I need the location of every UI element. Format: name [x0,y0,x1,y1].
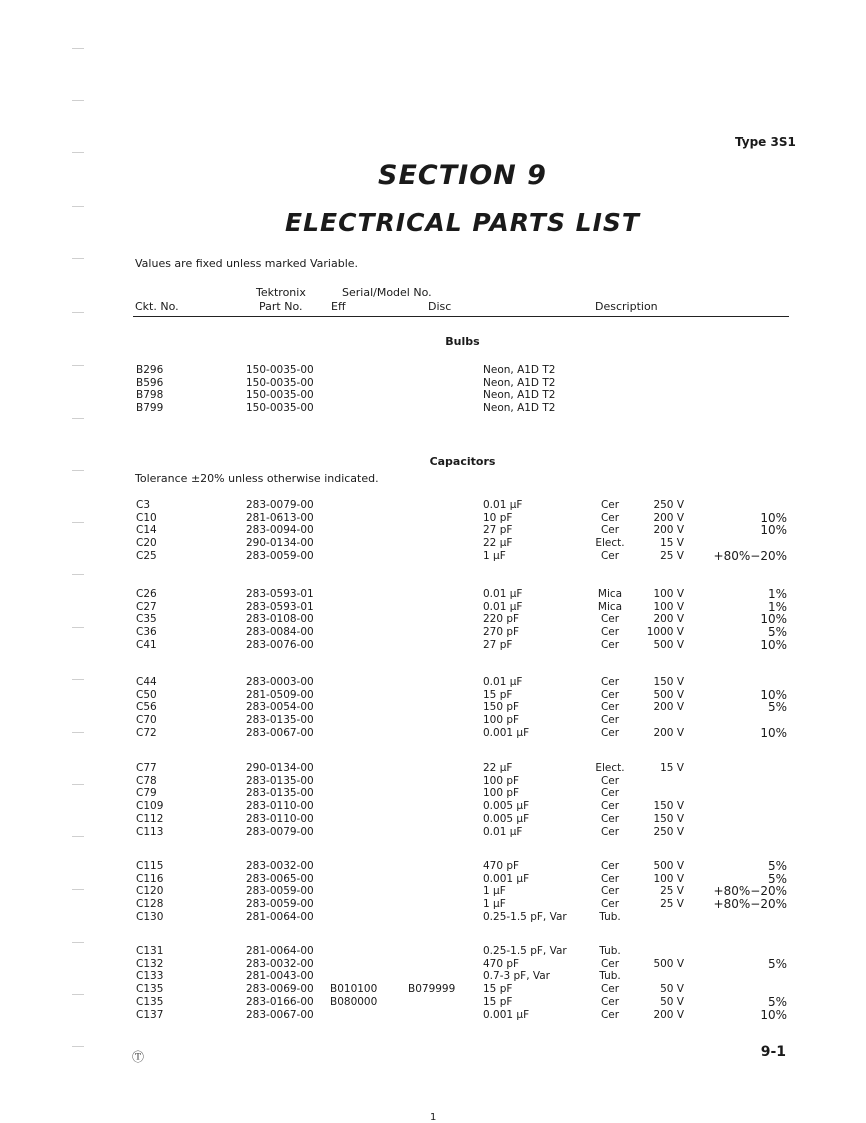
margin-mark [72,152,84,153]
part-type: Cer [600,1008,620,1021]
part-type: Cer [600,957,620,970]
ckt-number: C56 [136,701,157,714]
voltage-rating: 25 V [660,898,684,911]
voltage-rating: 100 V [653,600,684,613]
part-type: Cer [600,676,620,688]
part-value: 0.001 μF [483,726,530,739]
margin-mark [72,732,84,733]
part-value: 0.001 μF [483,1008,530,1021]
part-number: 283-0166-00 [246,995,314,1008]
tolerance-value: 1% [767,599,787,614]
part-number: 281-0064-00 [246,910,314,923]
part-number: 283-0059-00 [246,885,314,898]
tolerance-value: +80%−20% [713,884,787,899]
part-value: 1 μF [483,898,506,911]
tolerance-value: 10% [760,637,787,652]
tolerance-note: Tolerance ±20% unless otherwise indicated. [135,472,379,485]
tolerance-value: +80%−20% [713,548,787,563]
margin-mark [72,1046,84,1047]
voltage-rating: 150 V [653,812,684,825]
instrument-type-label: Type 3S1 [735,135,796,149]
tolerance-value: +80%−20% [713,897,787,912]
part-type: Cer [600,885,620,898]
serial-eff: B080000 [330,995,378,1008]
part-number: 283-0110-00 [246,812,314,825]
part-type: Cer [600,613,620,626]
part-value: 100 pF [483,714,520,727]
part-type: Mica [597,588,623,600]
ckt-number: C133 [136,970,164,983]
part-value: Neon, A1D T2 [483,364,556,376]
part-value: 470 pF [483,957,520,970]
part-value: 0.25-1.5 pF, Var [483,910,567,923]
part-type: Cer [600,825,620,838]
part-number: 283-0593-01 [246,588,314,600]
part-number: 283-0135-00 [246,714,314,727]
part-value: 27 pF [483,638,513,651]
ckt-number: B799 [136,402,164,415]
part-type: Cer [600,688,620,701]
part-type: Cer [600,860,620,872]
part-type: Cer [600,626,620,639]
part-value: 0.001 μF [483,872,530,885]
tolerance-value: 5% [767,859,787,873]
voltage-rating: 200 V [653,1008,684,1021]
part-value: 150 pF [483,701,520,714]
ckt-number: C109 [136,800,164,813]
part-number: 283-0076-00 [246,638,314,651]
ckt-number: B296 [136,364,164,376]
ckt-number: C10 [136,511,157,524]
ckt-number: B798 [136,389,164,402]
ckt-number: C36 [136,626,157,639]
part-number: 283-0059-00 [246,549,314,562]
voltage-rating: 500 V [653,957,684,970]
serial-disc: B079999 [408,983,456,996]
margin-mark [72,574,84,575]
part-type: Tub. [599,970,621,983]
part-value: 100 pF [483,787,520,800]
part-type: Cer [600,898,620,911]
part-type: Cer [600,638,620,651]
part-type: Cer [600,812,620,825]
ckt-number: C116 [136,872,164,885]
part-value: 270 pF [483,626,520,639]
part-type: Cer [600,800,620,813]
voltage-rating: 200 V [653,613,684,626]
voltage-rating: 50 V [660,995,684,1008]
part-number: 290-0134-00 [246,762,314,774]
part-number: 283-0094-00 [246,524,314,537]
tolerance-value: 5% [767,956,787,971]
voltage-rating: 150 V [653,800,684,813]
ckt-number: C135 [136,983,164,996]
tolerance-value: 5% [767,994,787,1009]
tolerance-value: 1% [767,587,787,601]
part-number: 150-0035-00 [246,376,314,389]
values-note: Values are fixed unless marked Variable. [135,257,359,270]
part-value: 22 μF [483,537,513,550]
tolerance-value: 10% [760,510,787,525]
margin-mark [72,470,84,471]
part-type: Cer [600,499,620,511]
part-value: 100 pF [483,774,520,787]
margin-mark [72,258,84,259]
voltage-rating: 15 V [660,762,684,774]
margin-mark [72,679,84,680]
bulbs-heading: Bulbs [445,335,480,348]
voltage-rating: 1000 V [646,626,684,639]
voltage-rating: 100 V [653,872,684,885]
margin-mark [72,48,84,49]
voltage-rating: 25 V [660,549,684,562]
part-number: 283-0032-00 [246,957,314,970]
margin-mark [72,889,84,890]
margin-mark [72,522,84,523]
part-value: 0.01 μF [483,825,523,838]
part-number: 283-0084-00 [246,626,314,639]
margin-mark [72,365,84,366]
voltage-rating: 200 V [653,511,684,524]
tolerance-value: 10% [760,1007,787,1022]
part-type: Tub. [599,945,621,957]
part-value: Neon, A1D T2 [483,376,556,389]
part-number: 290-0134-00 [246,537,314,550]
part-type: Cer [600,714,620,727]
ckt-number: C115 [136,860,164,872]
serial-eff: B010100 [330,983,378,996]
part-type: Cer [600,995,620,1008]
part-value: 470 pF [483,860,520,872]
ckt-number: C41 [136,638,157,651]
voltage-rating: 500 V [653,638,684,651]
part-value: 15 pF [483,983,513,996]
margin-mark [72,836,84,837]
part-number: 281-0509-00 [246,688,314,701]
part-number: 283-0108-00 [246,613,314,626]
ckt-number: C20 [136,537,157,550]
part-number: 150-0035-00 [246,402,314,415]
part-value: 10 pF [483,511,513,524]
part-number: 283-0065-00 [246,872,314,885]
part-number: 150-0035-00 [246,364,314,376]
tolerance-value: 5% [767,625,787,640]
part-value: 0.01 μF [483,588,523,600]
part-number: 283-0003-00 [246,676,314,688]
part-number: 283-0059-00 [246,898,314,911]
voltage-rating: 500 V [653,860,684,872]
part-number: 283-0054-00 [246,701,314,714]
ckt-number: C135 [136,995,164,1008]
part-number: 283-0135-00 [246,774,314,787]
margin-mark [72,627,84,628]
voltage-rating: 500 V [653,688,684,701]
part-number: 283-0079-00 [246,499,314,511]
part-type: Mica [597,600,623,613]
tolerance-value: 10% [760,687,787,702]
margin-mark [72,784,84,785]
margin-mark [72,418,84,419]
part-type: Cer [600,549,620,562]
part-number: 283-0067-00 [246,1008,314,1021]
part-value: 1 μF [483,549,506,562]
part-type: Cer [600,701,620,714]
page-number: 9-1 [760,1044,786,1060]
voltage-rating: 200 V [653,726,684,739]
tolerance-value: 5% [767,700,787,715]
ckt-number: C44 [136,676,157,688]
ckt-number: C130 [136,910,164,923]
column-header-disc: Disc [428,300,452,313]
part-number: 281-0613-00 [246,511,314,524]
voltage-rating: 15 V [660,537,684,550]
part-value: 0.7-3 pF, Var [483,970,551,983]
part-number: 281-0043-00 [246,970,314,983]
voltage-rating: 250 V [653,825,684,838]
part-value: 22 μF [483,762,513,774]
voltage-rating: 200 V [653,701,684,714]
tolerance-value: 10% [760,523,787,538]
part-value: 0.01 μF [483,499,523,511]
column-header-eff: Eff [331,300,346,313]
ckt-number: C132 [136,957,164,970]
part-type: Cer [600,774,620,787]
ckt-number: C14 [136,524,157,537]
column-header-tektronix: Tektronix [256,286,306,299]
ckt-number: C112 [136,812,164,825]
tolerance-value: 5% [767,871,787,886]
column-header-part-no: Part No. [259,300,303,313]
parts-list-title: ELECTRICAL PARTS LIST [285,208,640,237]
part-type: Cer [600,787,620,800]
part-type: Elect. [595,762,625,774]
ckt-number: C26 [136,588,157,600]
ckt-number: C128 [136,898,164,911]
part-number: 283-0110-00 [246,800,314,813]
header-rule [133,316,789,317]
part-type: Cer [600,524,620,537]
part-value: 0.25-1.5 pF, Var [483,945,567,957]
part-type: Cer [600,511,620,524]
part-number: 283-0135-00 [246,787,314,800]
part-value: Neon, A1D T2 [483,389,556,402]
part-value: 15 pF [483,995,513,1008]
part-number: 281-0064-00 [246,945,314,957]
voltage-rating: 100 V [653,588,684,600]
ckt-number: C72 [136,726,157,739]
part-value: 15 pF [483,688,513,701]
ckt-number: C27 [136,600,157,613]
margin-mark [72,312,84,313]
part-value: 0.01 μF [483,600,523,613]
part-number: 283-0032-00 [246,860,314,872]
ckt-number: C35 [136,613,157,626]
voltage-rating: 50 V [660,983,684,996]
ckt-number: C78 [136,774,157,787]
part-value: Neon, A1D T2 [483,402,556,415]
ckt-number: B596 [136,376,164,389]
part-value: 220 pF [483,613,520,626]
margin-mark [72,206,84,207]
voltage-rating: 150 V [653,676,684,688]
tolerance-value: 10% [760,725,787,740]
margin-mark [72,100,84,101]
part-number: 283-0069-00 [246,983,314,996]
ckt-number: C137 [136,1008,164,1021]
tektronix-logo-icon: Ⓣ [132,1050,145,1064]
part-value: 27 pF [483,524,513,537]
part-number: 283-0593-01 [246,600,314,613]
ckt-number: C131 [136,945,164,957]
ckt-number: C79 [136,787,157,800]
tolerance-value: 10% [760,612,787,627]
part-value: 0.005 μF [483,812,530,825]
column-header-description: Description [595,300,658,313]
part-type: Cer [600,983,620,996]
part-number: 150-0035-00 [246,389,314,402]
voltage-rating: 25 V [660,885,684,898]
margin-mark [72,994,84,995]
voltage-rating: 200 V [653,524,684,537]
column-header-serial-model: Serial/Model No. [342,286,432,299]
margin-mark [72,942,84,943]
section-title: SECTION 9 [378,160,547,191]
part-type: Cer [600,872,620,885]
part-value: 0.01 μF [483,676,523,688]
voltage-rating: 250 V [653,499,684,511]
part-type: Tub. [599,910,621,923]
part-value: 0.005 μF [483,800,530,813]
part-number: 283-0079-00 [246,825,314,838]
column-header-ckt-no: Ckt. No. [135,300,179,313]
ckt-number: C3 [136,499,151,511]
part-number: 283-0067-00 [246,726,314,739]
ckt-number: C113 [136,825,164,838]
ckt-number: C50 [136,688,157,701]
part-value: 1 μF [483,885,506,898]
ckt-number: C77 [136,762,157,774]
part-type: Cer [600,726,620,739]
ckt-number: C120 [136,885,164,898]
ckt-number: C70 [136,714,157,727]
capacitors-heading: Capacitors [429,455,496,468]
sheet-number: 1 [430,1112,437,1123]
part-type: Elect. [595,537,625,550]
ckt-number: C25 [136,549,157,562]
